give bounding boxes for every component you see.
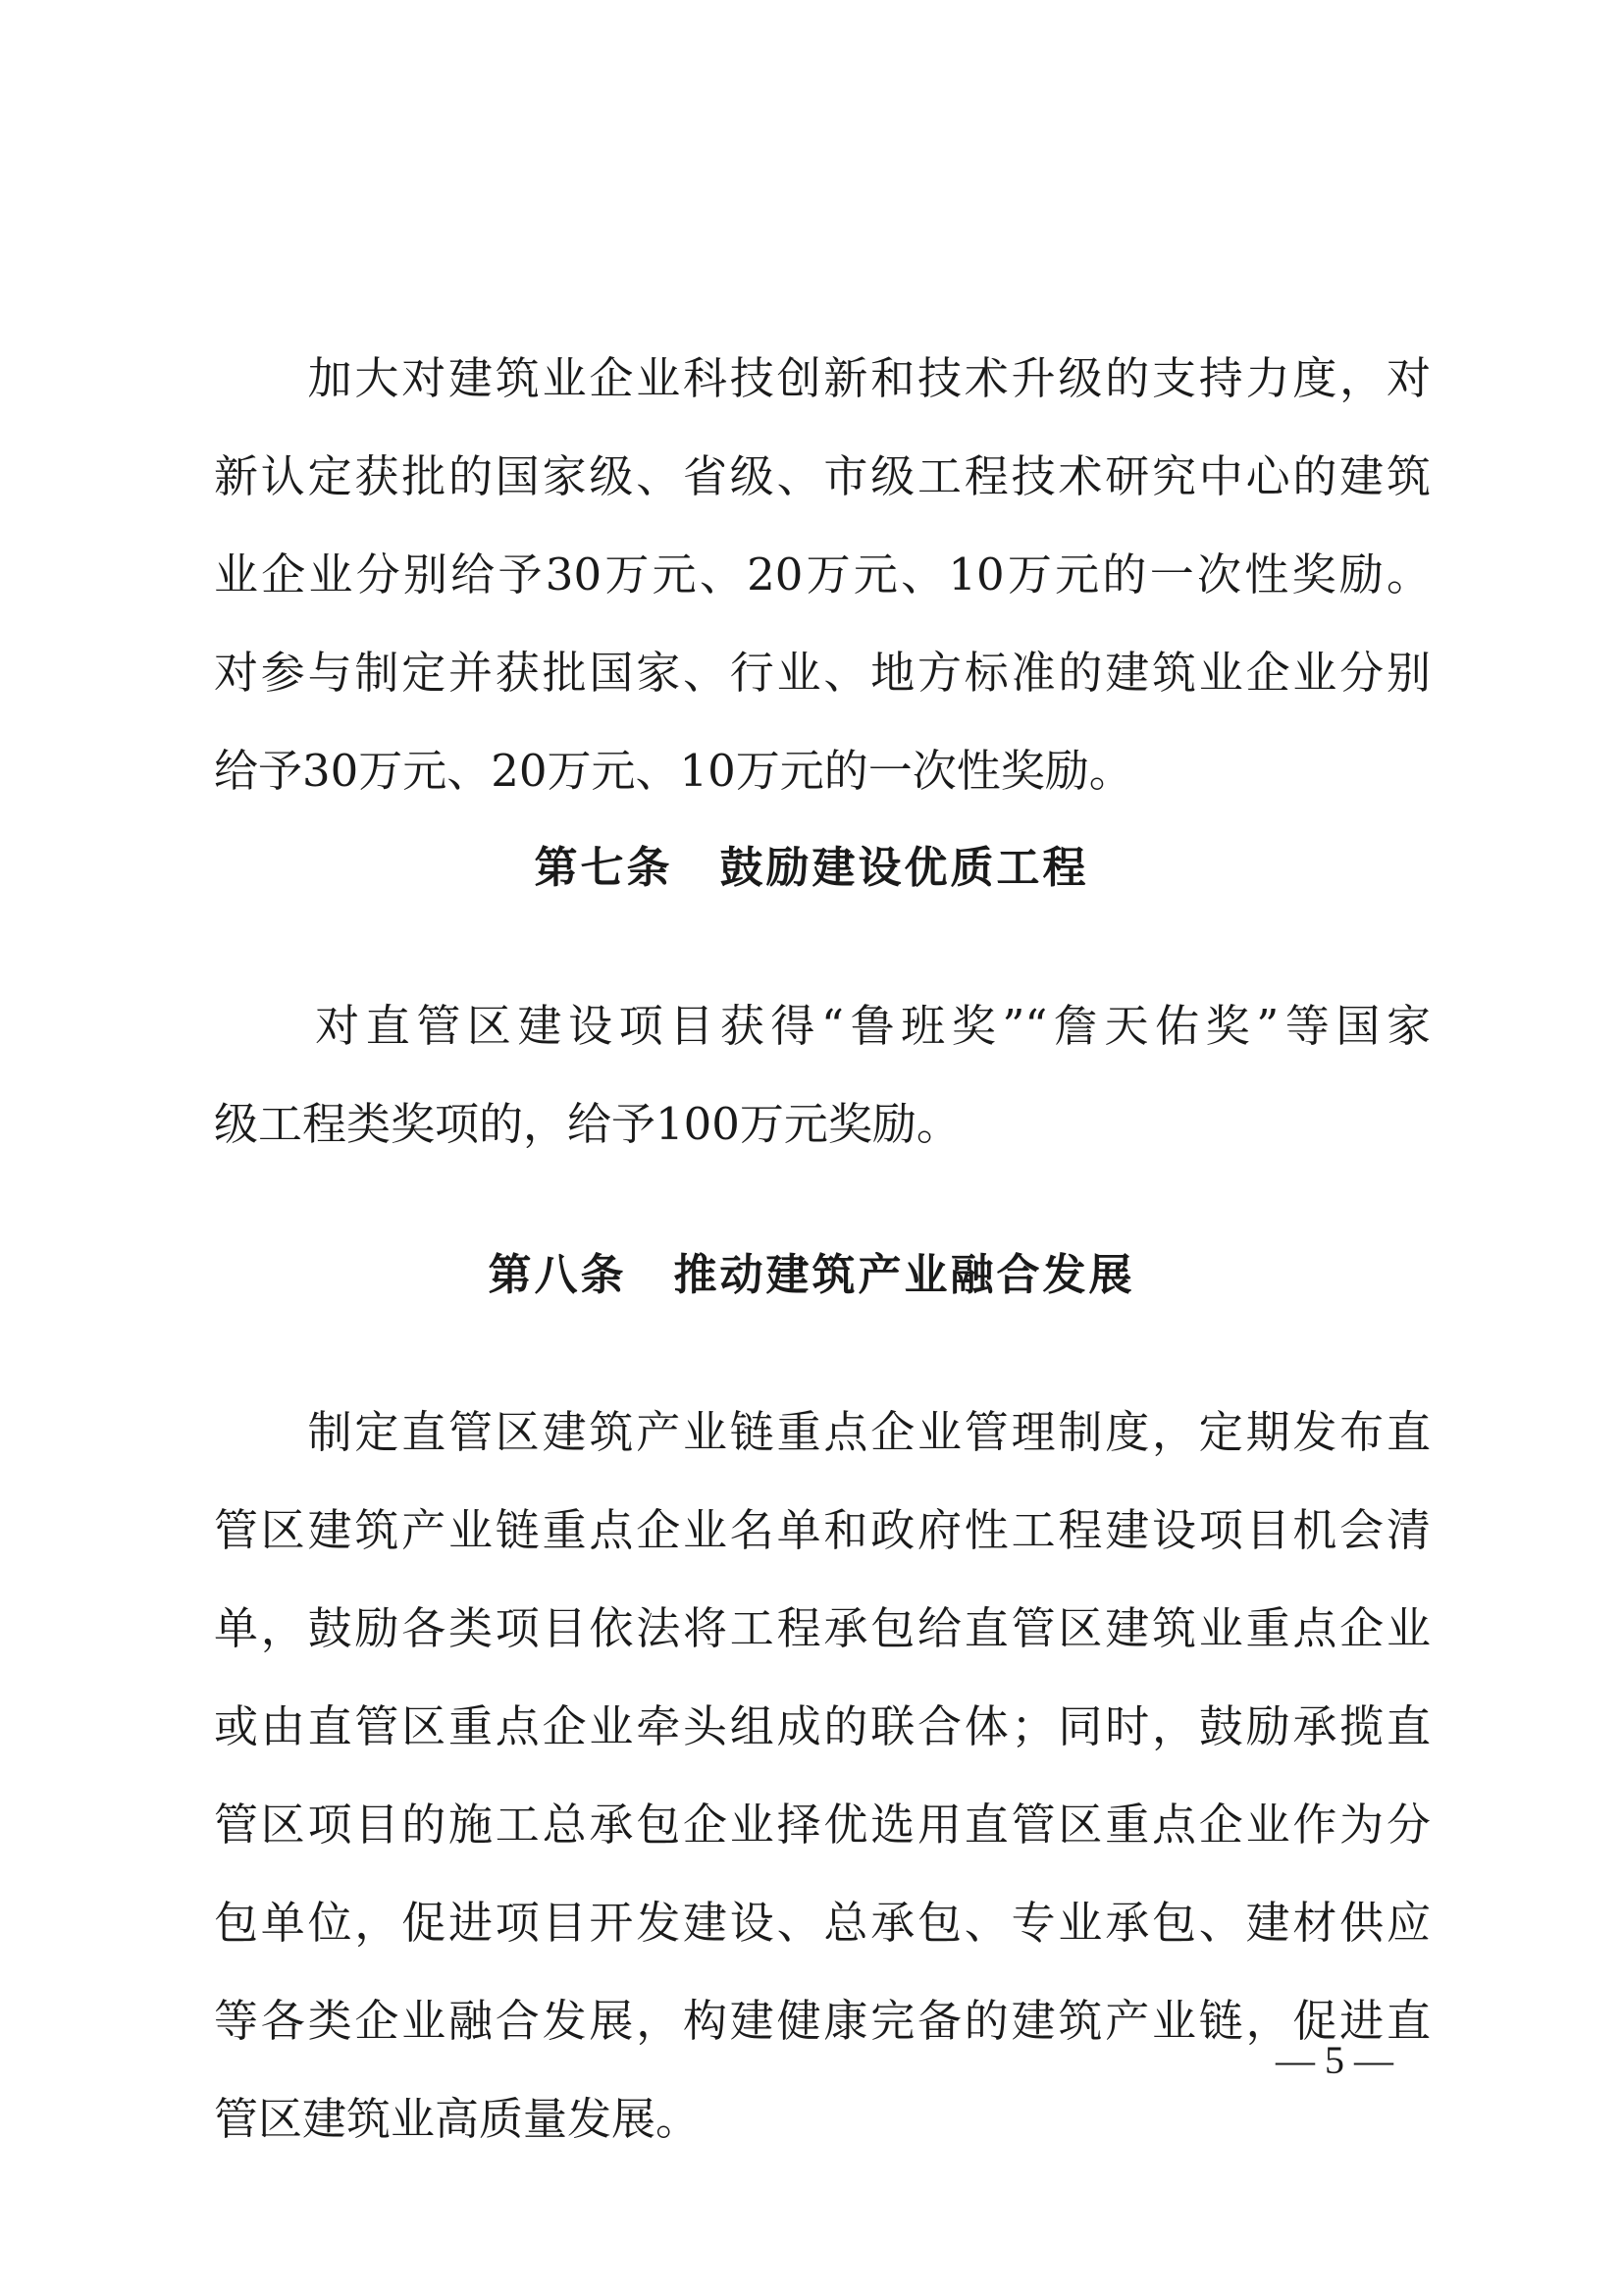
text-line: 业企业分别给予30万元、20万元、10万元的一次性奖励。 xyxy=(214,548,1431,600)
text-line: 单，鼓励各类项目依法将工程承包给直管区建筑业重点企业 xyxy=(214,1602,1431,1654)
text-line: 管区项目的施工总承包企业择优选用直管区重点企业作为分 xyxy=(214,1799,1431,1851)
article-8-heading xyxy=(0,1231,1623,1320)
article-title: 鼓励建设优质工程 xyxy=(719,843,1089,893)
text-line: 或由直管区重点企业牵头组成的联合体；同时，鼓励承揽直 xyxy=(214,1700,1431,1752)
paragraph-quality-projects xyxy=(214,977,1431,1174)
text-line: 给予30万元、20万元、10万元的一次性奖励。 xyxy=(214,745,1133,797)
text-line: 等各类企业融合发展，构建健康完备的建筑产业链，促进直 xyxy=(214,1995,1431,2047)
page-number: — 5 — xyxy=(1276,2038,1393,2082)
text-line: 对参与制定并获批国家、行业、地方标准的建筑业企业分别 xyxy=(214,647,1431,699)
text-line: 管区建筑业高质量发展。 xyxy=(214,2093,701,2145)
article-number: 第七条 xyxy=(534,843,673,893)
text-line: 制定直管区建筑产业链重点企业管理制度，定期发布直 xyxy=(214,1406,1431,1458)
text-line: 管区建筑产业链重点企业名单和政府性工程建设项目机会清 xyxy=(214,1504,1431,1556)
text-line: 包单位，促进项目开发建设、总承包、专业承包、建材供应 xyxy=(214,1897,1431,1949)
text-line: 级工程类奖项的，给予100万元奖励。 xyxy=(214,1098,961,1150)
article-7-heading xyxy=(0,824,1623,913)
article-title: 推动建筑产业融合发展 xyxy=(673,1250,1135,1300)
text-line: 新认定获批的国家级、省级、市级工程技术研究中心的建筑 xyxy=(214,450,1431,502)
text-line: 加大对建筑业企业科技创新和技术升级的支持力度，对 xyxy=(214,352,1431,404)
article-number: 第八条 xyxy=(488,1250,627,1300)
paragraph-tech-innovation xyxy=(214,330,1431,820)
text-line: 对直管区建设项目获得“鲁班奖”“詹天佑奖”等国家 xyxy=(214,1000,1431,1052)
